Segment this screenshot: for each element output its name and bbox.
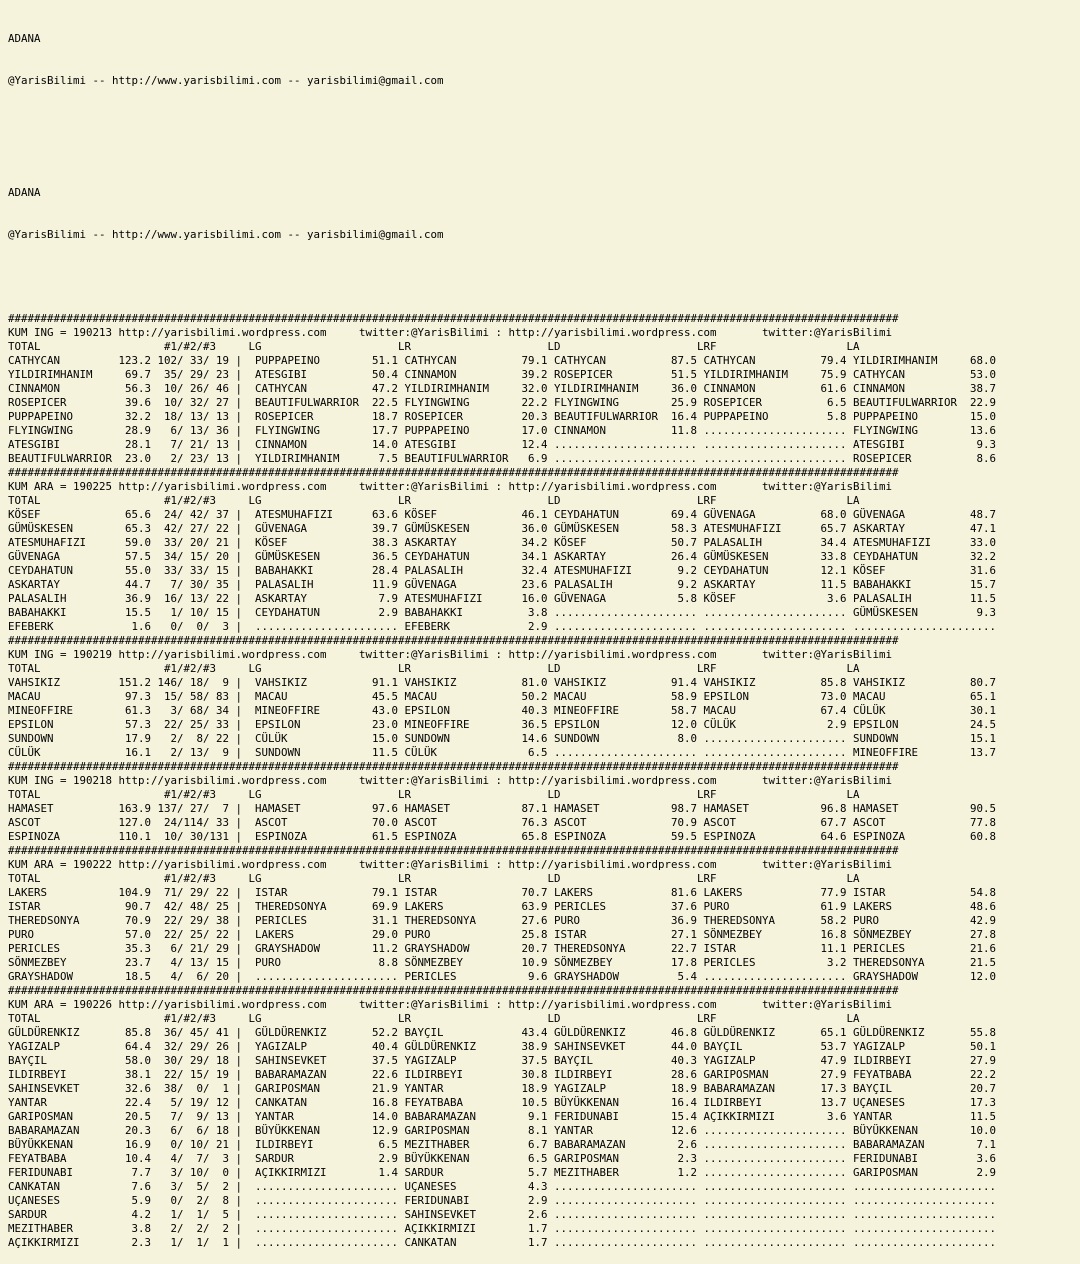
table-row: CÜLÜK 16.1 2/ 13/ 9 | SUNDOWN 11.5 CÜLÜK 6.5 ...................... ...................... MINEOFFIRE 13.7 <box>8 746 997 759</box>
race-header: KUM ING = 190218 http://yarisbilimi.wordpress.com twitter:@YarisBilimi : http://yarisbilimi.wordpress.com twitter:@YarisBilimi <box>8 774 893 787</box>
table-row: GÜLDÜRENKIZ 85.8 36/ 45/ 41 | GÜLDÜRENKIZ 52.2 BAYÇIL 43.4 GÜLDÜRENKIZ 46.8 GÜLDÜRENKIZ 65.1 GÜLDÜRENKIZ 55.8 <box>8 1026 997 1039</box>
column-header: TOTAL #1/#2/#3 LG LR LD LRF LA <box>8 788 860 801</box>
header-contact: @YarisBilimi -- http://www.yarisbilimi.com -- yarisbilimi@gmail.com <box>8 74 444 87</box>
table-row: ASCOT 127.0 24/114/ 33 | ASCOT 70.0 ASCOT 76.3 ASCOT 70.9 ASCOT 67.7 ASCOT 77.8 <box>8 816 997 829</box>
table-row: ISTAR 90.7 42/ 48/ 25 | THEREDSONYA 69.9 LAKERS 63.9 PERICLES 37.6 PURO 61.9 LAKERS 48.6 <box>8 900 997 913</box>
column-header: TOTAL #1/#2/#3 LG LR LD LRF LA <box>8 340 860 353</box>
header-contact-repeat: @YarisBilimi -- http://www.yarisbilimi.com -- yarisbilimi@gmail.com <box>8 228 444 241</box>
table-row: GÜVENAGA 57.5 34/ 15/ 20 | GÜMÜSKESEN 36.5 CEYDAHATUN 34.1 ASKARTAY 26.4 GÜMÜSKESEN 33.8 CEYDAHATUN 32.2 <box>8 550 997 563</box>
table-row: ROSEPICER 39.6 10/ 32/ 27 | BEAUTIFULWARRIOR 22.5 FLYINGWING 22.2 FLYINGWING 25.9 ROSEPICER 6.5 BEAUTIFULWARRIOR 22.9 <box>8 396 997 409</box>
table-row: MACAU 97.3 15/ 58/ 83 | MACAU 45.5 MACAU 50.2 MACAU 58.9 EPSILON 73.0 MACAU 65.1 <box>8 690 997 703</box>
table-row: THEREDSONYA 70.9 22/ 29/ 38 | PERICLES 31.1 THEREDSONYA 27.6 PURO 36.9 THEREDSONYA 58.2 PURO 42.9 <box>8 914 997 927</box>
table-row: ATESMUHAFIZI 59.0 33/ 20/ 21 | KÖSEF 38.3 ASKARTAY 34.2 KÖSEF 50.7 PALASALIH 34.4 ATESMUHAFIZI 33.0 <box>8 536 997 549</box>
table-row: MINEOFFIRE 61.3 3/ 68/ 34 | MINEOFFIRE 43.0 EPSILON 40.3 MINEOFFIRE 58.7 MACAU 67.4 CÜLÜK 30.1 <box>8 704 997 717</box>
table-row: CEYDAHATUN 55.0 33/ 33/ 15 | BABAHAKKI 28.4 PALASALIH 32.4 ATESMUHAFIZI 9.2 CEYDAHATUN 12.1 KÖSEF 31.6 <box>8 564 997 577</box>
table-row: ASKARTAY 44.7 7/ 30/ 35 | PALASALIH 11.9 GÜVENAGA 23.6 PALASALIH 9.2 ASKARTAY 11.5 BABAHAKKI 15.7 <box>8 578 997 591</box>
column-header: TOTAL #1/#2/#3 LG LR LD LRF LA <box>8 1012 860 1025</box>
table-row: FEYATBABA 10.4 4/ 7/ 3 | SARDUR 2.9 BÜYÜKKENAN 6.5 GARIPOSMAN 2.3 ...................... FERIDUNABI 3.6 <box>8 1152 997 1165</box>
table-row: CINNAMON 56.3 10/ 26/ 46 | CATHYCAN 47.2 YILDIRIMHANIM 32.0 YILDIRIMHANIM 36.0 CINNAMON 61.6 CINNAMON 38.7 <box>8 382 997 395</box>
column-header: TOTAL #1/#2/#3 LG LR LD LRF LA <box>8 494 860 507</box>
table-row: SÖNMEZBEY 23.7 4/ 13/ 15 | PURO 8.8 SÖNMEZBEY 10.9 SÖNMEZBEY 17.8 PERICLES 3.2 THEREDSONYA 21.5 <box>8 956 997 969</box>
table-row: LAKERS 104.9 71/ 29/ 22 | ISTAR 79.1 ISTAR 70.7 LAKERS 81.6 LAKERS 77.9 ISTAR 54.8 <box>8 886 997 899</box>
race-header: KUM ARA = 190222 http://yarisbilimi.wordpress.com twitter:@YarisBilimi : http://yarisbilimi.wordpress.com twitter:@YarisBilimi <box>8 858 893 871</box>
table-row: AÇIKKIRMIZI 2.3 1/ 1/ 1 | ...................... CANKATAN 1.7 ...................... ...................... ...................... <box>8 1236 997 1249</box>
table-row: GÜMÜSKESEN 65.3 42/ 27/ 22 | GÜVENAGA 39.7 GÜMÜSKESEN 36.0 GÜMÜSKESEN 58.3 ATESMUHAFIZI 65.7 ASKARTAY 47.1 <box>8 522 997 535</box>
table-row: BEAUTIFULWARRIOR 23.0 2/ 23/ 13 | YILDIRIMHANIM 7.5 BEAUTIFULWARRIOR 6.9 ...................... ...................... ROSEPICER 8.6 <box>8 452 997 465</box>
table-row: YAGIZALP 64.4 32/ 29/ 26 | YAGIZALP 40.4 GÜLDÜRENKIZ 38.9 SAHINSEVKET 44.0 BAYÇIL 53.7 YAGIZALP 50.1 <box>8 1040 997 1053</box>
table-row: GARIPOSMAN 20.5 7/ 9/ 13 | YANTAR 14.0 BABARAMAZAN 9.1 FERIDUNABI 15.4 AÇIKKIRMIZI 3.6 YANTAR 11.5 <box>8 1110 997 1123</box>
race-header: KUM ING = 190219 http://yarisbilimi.wordpress.com twitter:@YarisBilimi : http://yarisbilimi.wordpress.com twitter:@YarisBilimi <box>8 648 893 661</box>
table-row: EPSILON 57.3 22/ 25/ 33 | EPSILON 23.0 MINEOFFIRE 36.5 EPSILON 12.0 CÜLÜK 2.9 EPSILON 24.5 <box>8 718 997 731</box>
table-row: ILDIRBEYI 38.1 22/ 15/ 19 | BABARAMAZAN 22.6 ILDIRBEYI 30.8 ILDIRBEYI 28.6 GARIPOSMAN 27.9 FEYATBABA 22.2 <box>8 1068 997 1081</box>
race-header: KUM ING = 190213 http://yarisbilimi.wordpress.com twitter:@YarisBilimi : http://yarisbilimi.wordpress.com twitter:@YarisBilimi <box>8 326 893 339</box>
table-row: CATHYCAN 123.2 102/ 33/ 19 | PUPPAPEINO 51.1 CATHYCAN 79.1 CATHYCAN 87.5 CATHYCAN 79.4 YILDIRIMHANIM 68.0 <box>8 354 997 367</box>
section-divider: ######################################################################################################################################### <box>8 312 899 325</box>
table-row: BAYÇIL 58.0 30/ 29/ 18 | SAHINSEVKET 37.5 YAGIZALP 37.5 BAYÇIL 40.3 YAGIZALP 47.9 ILDIRBEYI 27.9 <box>8 1054 997 1067</box>
table-row: UÇANESES 5.9 0/ 2/ 8 | ...................... FERIDUNABI 2.9 ...................... ...................... ...................... <box>8 1194 997 1207</box>
table-row: BABARAMAZAN 20.3 6/ 6/ 18 | BÜYÜKKENAN 12.9 GARIPOSMAN 8.1 YANTAR 12.6 ...................... BÜYÜKKENAN 10.0 <box>8 1124 997 1137</box>
section-divider: ######################################################################################################################################### <box>8 634 899 647</box>
race-tables <box>8 312 1080 1250</box>
header-city: ADANA <box>8 32 41 45</box>
table-row: SARDUR 4.2 1/ 1/ 5 | ...................... SAHINSEVKET 2.6 ...................... ...................... ...................... <box>8 1208 997 1221</box>
section-divider: ######################################################################################################################################### <box>8 466 899 479</box>
section-divider: ######################################################################################################################################### <box>8 844 899 857</box>
table-row: BABAHAKKI 15.5 1/ 10/ 15 | CEYDAHATUN 2.9 BABAHAKKI 3.8 ...................... ...................... GÜMÜSKESEN 9.3 <box>8 606 997 619</box>
spacer-line <box>8 270 1080 284</box>
table-row: FERIDUNABI 7.7 3/ 10/ 0 | AÇIKKIRMIZI 1.4 SARDUR 5.7 MEZITHABER 1.2 ...................... GARIPOSMAN 2.9 <box>8 1166 997 1179</box>
table-row: HAMASET 163.9 137/ 27/ 7 | HAMASET 97.6 HAMASET 87.1 HAMASET 98.7 HAMASET 96.8 HAMASET 90.5 <box>8 802 997 815</box>
column-header: TOTAL #1/#2/#3 LG LR LD LRF LA <box>8 662 860 675</box>
table-row: SAHINSEVKET 32.6 38/ 0/ 1 | GARIPOSMAN 21.9 YANTAR 18.9 YAGIZALP 18.9 BABARAMAZAN 17.3 BAYÇIL 20.7 <box>8 1082 997 1095</box>
column-header: TOTAL #1/#2/#3 LG LR LD LRF LA <box>8 872 860 885</box>
table-row: PURO 57.0 22/ 25/ 22 | LAKERS 29.0 PURO 25.8 ISTAR 27.1 SÖNMEZBEY 16.8 SÖNMEZBEY 27.8 <box>8 928 997 941</box>
table-row: BÜYÜKKENAN 16.9 0/ 10/ 21 | ILDIRBEYI 6.5 MEZITHABER 6.7 BABARAMAZAN 2.6 ...................... BABARAMAZAN 7.1 <box>8 1138 997 1151</box>
race-header: KUM ARA = 190225 http://yarisbilimi.wordpress.com twitter:@YarisBilimi : http://yarisbilimi.wordpress.com twitter:@YarisBilimi <box>8 480 893 493</box>
table-row: YILDIRIMHANIM 69.7 35/ 29/ 23 | ATESGIBI 50.4 CINNAMON 39.2 ROSEPICER 51.5 YILDIRIMHANIM 75.9 CATHYCAN 53.0 <box>8 368 997 381</box>
table-row: KÖSEF 65.6 24/ 42/ 37 | ATESMUHAFIZI 63.6 KÖSEF 46.1 CEYDAHATUN 69.4 GÜVENAGA 68.0 GÜVENAGA 48.7 <box>8 508 997 521</box>
table-row: ESPINOZA 110.1 10/ 30/131 | ESPINOZA 61.5 ESPINOZA 65.8 ESPINOZA 59.5 ESPINOZA 64.6 ESPINOZA 60.8 <box>8 830 997 843</box>
table-row: MEZITHABER 3.8 2/ 2/ 2 | ...................... AÇIKKIRMIZI 1.7 ...................... ...................... ...................... <box>8 1222 997 1235</box>
table-row: GRAYSHADOW 18.5 4/ 6/ 20 | ...................... PERICLES 9.6 GRAYSHADOW 5.4 ...................... GRAYSHADOW 12.0 <box>8 970 997 983</box>
table-row: YANTAR 22.4 5/ 19/ 12 | CANKATAN 16.8 FEYATBABA 10.5 BÜYÜKKENAN 16.4 ILDIRBEYI 13.7 UÇANESES 17.3 <box>8 1096 997 1109</box>
race-report-document <box>8 4 1080 1264</box>
header-city-repeat: ADANA <box>8 186 41 199</box>
table-row: PUPPAPEINO 32.2 18/ 13/ 13 | ROSEPICER 18.7 ROSEPICER 20.3 BEAUTIFULWARRIOR 16.4 PUPPAPEINO 5.8 PUPPAPEINO 15.0 <box>8 410 997 423</box>
table-row: PALASALIH 36.9 16/ 13/ 22 | ASKARTAY 7.9 ATESMUHAFIZI 16.0 GÜVENAGA 5.8 KÖSEF 3.6 PALASALIH 11.5 <box>8 592 997 605</box>
race-header: KUM ARA = 190226 http://yarisbilimi.wordpress.com twitter:@YarisBilimi : http://yarisbilimi.wordpress.com twitter:@YarisBilimi <box>8 998 893 1011</box>
table-row: ATESGIBI 28.1 7/ 21/ 13 | CINNAMON 14.0 ATESGIBI 12.4 ...................... ...................... ATESGIBI 9.3 <box>8 438 997 451</box>
table-row: PERICLES 35.3 6/ 21/ 29 | GRAYSHADOW 11.2 GRAYSHADOW 20.7 THEREDSONYA 22.7 ISTAR 11.1 PERICLES 21.6 <box>8 942 997 955</box>
table-row: CANKATAN 7.6 3/ 5/ 2 | ...................... UÇANESES 4.3 ...................... ...................... ...................... <box>8 1180 997 1193</box>
section-divider: ######################################################################################################################################### <box>8 760 899 773</box>
table-row: FLYINGWING 28.9 6/ 13/ 36 | FLYINGWING 17.7 PUPPAPEINO 17.0 CINNAMON 11.8 ...................... FLYINGWING 13.6 <box>8 424 997 437</box>
spacer <box>8 116 1080 158</box>
table-row: SUNDOWN 17.9 2/ 8/ 22 | CÜLÜK 15.0 SUNDOWN 14.6 SUNDOWN 8.0 ...................... SUNDOWN 15.1 <box>8 732 997 745</box>
section-divider: ######################################################################################################################################### <box>8 984 899 997</box>
table-row: VAHSIKIZ 151.2 146/ 18/ 9 | VAHSIKIZ 91.1 VAHSIKIZ 81.0 VAHSIKIZ 91.4 VAHSIKIZ 85.8 VAHSIKIZ 80.7 <box>8 676 997 689</box>
table-row: EFEBERK 1.6 0/ 0/ 3 | ...................... EFEBERK 2.9 ...................... ...................... ...................... <box>8 620 997 633</box>
